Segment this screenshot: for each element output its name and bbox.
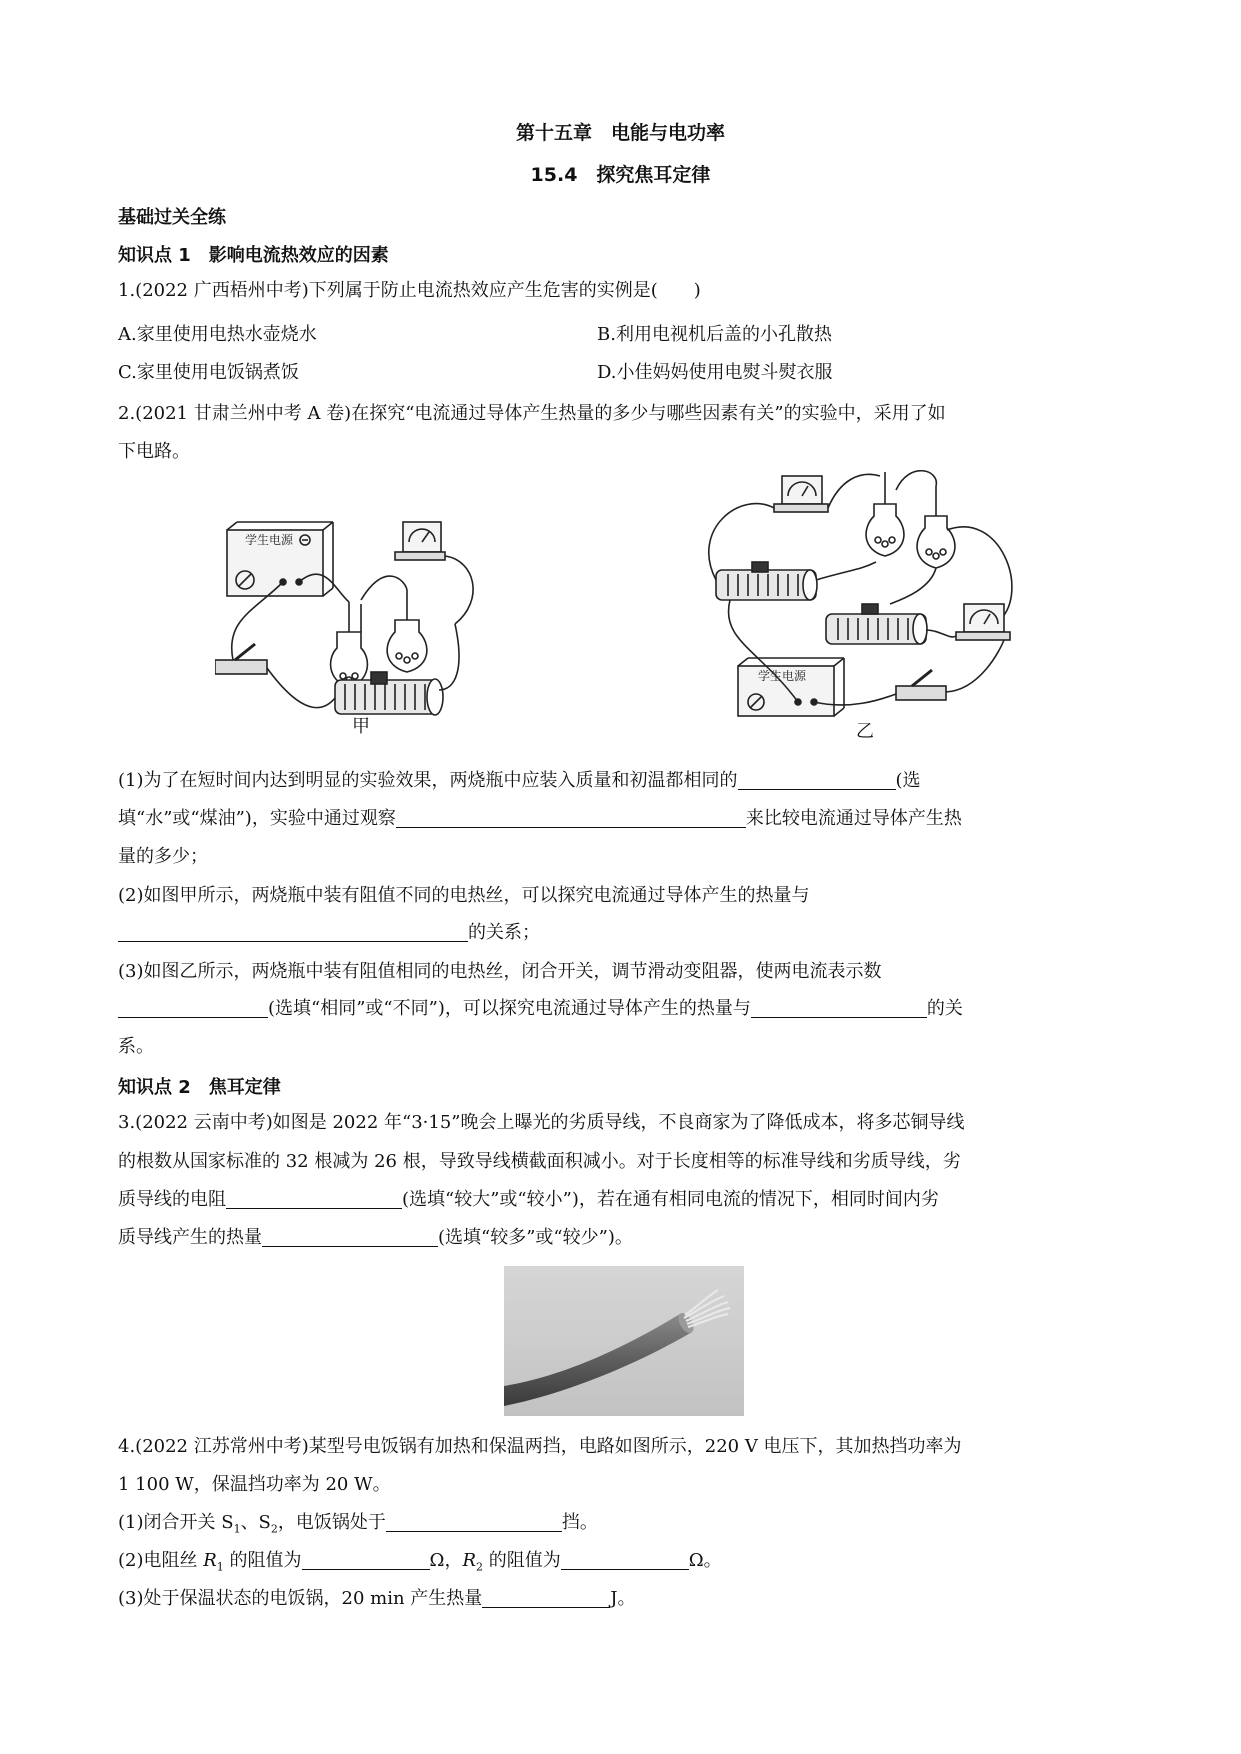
- power-supply-label-b: 学生电源: [758, 669, 807, 683]
- wire-photo: [504, 1266, 744, 1416]
- q2-stem-line1: 2.(2021 甘肃兰州中考 A 卷)在探究“电流通过导体产生热量的多少与哪些因素有关”的实验中，采用了如: [118, 403, 946, 424]
- q3-line1: 3.(2022 云南中考)如图是 2022 年“3·15”晚会上曝光的劣质导线，不良商家为了降低成本，将多芯铜导线: [118, 1112, 965, 1133]
- q1-option-d: D.小佳妈妈使用电熨斗熨衣服: [597, 362, 833, 383]
- power-supply-label-a: 学生电源: [245, 533, 294, 547]
- q3-blank-resistance[interactable]: [226, 1188, 402, 1209]
- q2-part2-line2: 的关系；: [118, 914, 1124, 952]
- q4-blank-r2[interactable]: [561, 1549, 689, 1570]
- q1-option-c: C.家里使用电饭锅煮饭: [118, 362, 299, 383]
- knowledge-point-1: 知识点 1 影响电流热效应的因素: [118, 245, 389, 266]
- q4-part2: (2)电阻丝 $R_1$ 的阻值为 Ω，$R_2$ 的阻值为 Ω。: [118, 1550, 722, 1574]
- q2-blank-same-diff[interactable]: [118, 997, 268, 1018]
- q3-line2: 的根数从国家标准的 32 根减为 26 根，导致导线横截面积减小。对于长度相等的标准导线和劣质导线，劣: [118, 1151, 961, 1172]
- q3-blank-heat[interactable]: [262, 1226, 438, 1247]
- q4-blank-r1[interactable]: [302, 1549, 430, 1570]
- figure-a-label: 甲: [352, 716, 370, 737]
- chapter-title: 第十五章 电能与电功率: [515, 122, 725, 144]
- q1-option-b: B.利用电视机后盖的小孔散热: [597, 324, 832, 345]
- q2-part1-line3: 量的多少；: [118, 846, 208, 867]
- circuit-figure-b: [700, 470, 1030, 720]
- q1-stem: 1.(2022 广西梧州中考)下列属于防止电流热效应产生危害的实例是( ): [118, 280, 701, 301]
- q2-part3-line2: (选填“相同”或“不同”)，可以探究电流通过导体产生的热量与 的关: [118, 990, 1124, 1028]
- q4-part1: (1)闭合开关 $S_1$、$S_2$，电饭锅处于 挡。: [118, 1512, 598, 1536]
- q2-part1-line2: 填“水”或“煤油”)，实验中通过观察 来比较电流通过导体产生热: [118, 808, 962, 829]
- q2-part1-line1: (1)为了在短时间内达到明显的实验效果，两烧瓶中应装入质量和初温都相同的 (选: [118, 770, 921, 791]
- q4-part3: (3)处于保温状态的电饭锅，20 min 产生热量 J。: [118, 1588, 636, 1609]
- circuit-figure-a: [215, 520, 515, 740]
- q4-blank-heat[interactable]: [482, 1587, 610, 1608]
- q2-part2-line1: (2)如图甲所示，两烧瓶中装有阻值不同的电热丝，可以探究电流通过导体产生的热量与: [118, 885, 810, 906]
- q4-blank-mode[interactable]: [386, 1511, 562, 1532]
- figure-b-label: 乙: [856, 721, 874, 742]
- basic-heading: 基础过关全练: [118, 207, 226, 228]
- q2-stem-line2: 下电路。: [118, 441, 190, 462]
- q2-blank-observe[interactable]: [396, 807, 746, 828]
- q4-line1: 4.(2022 江苏常州中考)某型号电饭锅有加热和保温两挡，电路如图所示，220 V 电压下，其加热挡功率为: [118, 1436, 962, 1457]
- q2-part3-line3: 系。: [118, 1036, 154, 1057]
- knowledge-point-2: 知识点 2 焦耳定律: [118, 1077, 281, 1098]
- q2-part3-line1: (3)如图乙所示，两烧瓶中装有阻值相同的电热丝，闭合开关，调节滑动变阻器，使两电流表示数: [118, 961, 882, 982]
- q2-blank-liquid[interactable]: [738, 769, 896, 790]
- q2-blank-factor[interactable]: [751, 997, 927, 1018]
- q2-blank-relation[interactable]: [118, 921, 468, 942]
- q3-line4: 质导线产生的热量 (选填“较多”或“较少”)。: [118, 1227, 633, 1248]
- q1-option-a: A.家里使用电热水壶烧水: [118, 324, 317, 345]
- section-title: 15.4 探究焦耳定律: [530, 164, 711, 186]
- q3-line3: 质导线的电阻 (选填“较大”或“较小”)，若在通有相同电流的情况下，相同时间内劣: [118, 1189, 939, 1210]
- q4-line2: 1 100 W，保温挡功率为 20 W。: [118, 1474, 391, 1495]
